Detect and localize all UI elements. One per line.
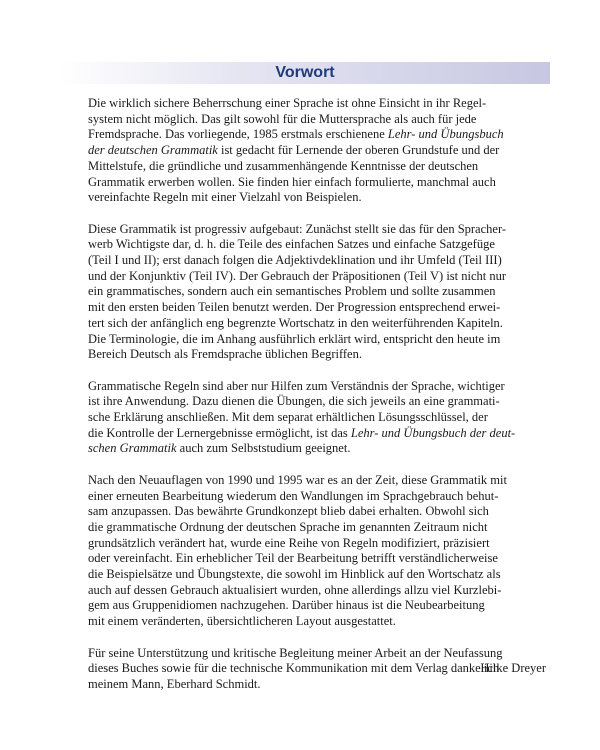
text-line	[88, 489, 546, 505]
text-line	[88, 410, 546, 426]
text-segment: einer erneuten Bearbeitung wiederum den Wandlungen im Sprachgebrauch behut-	[88, 488, 499, 503]
text-line	[88, 112, 546, 128]
text-segment: auch auf dessen Gebrauch aktualisiert wurden, ohne allerdings allzu viel Kurzlebi-	[88, 582, 502, 597]
text-line	[88, 536, 546, 552]
paragraph	[88, 379, 546, 458]
title-bar	[60, 62, 550, 84]
book-title-italic: schen Grammatik	[88, 441, 177, 456]
text-line	[88, 96, 546, 112]
text-line	[88, 316, 546, 332]
text-line	[88, 175, 546, 191]
text-line	[88, 441, 546, 457]
book-title-italic: Lehr- und Übungsbuch der deut-	[350, 425, 516, 440]
text-line	[88, 394, 546, 410]
text-segment: (Teil I und II); erst danach folgen die Adjektivdeklination und ihr Umfeld (Teil III)	[88, 253, 502, 268]
text-segment: die grammatische Ordnung der deutschen Sprache im genannten Zeitraum nicht	[88, 519, 488, 534]
text-segment: dieses Buches sowie für die technische Kommunikation mit dem Verlag danke ich	[88, 661, 500, 676]
text-line	[88, 646, 546, 662]
text-segment: oder vereinfacht. Ein erheblicher Teil der Bearbeitung betrifft verständlicherweise	[88, 551, 498, 566]
text-segment: auch zum Selbststudium geeignet.	[176, 441, 351, 456]
text-line	[88, 520, 546, 536]
text-segment: ein grammatisches, sondern auch ein semantisches Problem und sollte zusammen	[88, 284, 496, 299]
text-line	[88, 426, 546, 442]
text-segment: Für seine Unterstützung und kritische Begleitung meiner Arbeit an der Neufassung	[88, 645, 503, 660]
text-segment: Fremdsprache. Das vorliegende, 1985 erstmals erschienene	[88, 127, 388, 142]
text-line	[88, 237, 546, 253]
text-segment: die Beispielsätze und Übungstexte, die sowohl im Hinblick auf den Wortschatz als	[88, 567, 501, 582]
text-line	[88, 379, 546, 395]
text-line	[88, 143, 546, 159]
text-line	[88, 300, 546, 316]
text-segment: mit den ersten beiden Teilen benutzt werden. Der Progression entsprechend erwei-	[88, 300, 501, 315]
text-line	[88, 127, 546, 143]
text-line	[88, 190, 546, 206]
text-line	[88, 347, 546, 363]
book-title-italic: der deutschen Grammatik	[88, 143, 218, 158]
text-segment: Grammatische Regeln sind aber nur Hilfen zum Verständnis der Sprache, wichtiger	[88, 378, 505, 393]
text-segment: mit einem veränderten, übersichtlicheren Layout ausgestattet.	[88, 614, 396, 629]
text-segment: tert sich der anfänglich eng begrenzte Wortschatz in den weiterführenden Kapiteln.	[88, 315, 503, 330]
paragraph	[88, 222, 546, 363]
text-line	[88, 222, 546, 238]
text-segment: ist ihre Anwendung. Dazu dienen die Übungen, die sich jeweils an eine grammati-	[88, 394, 500, 409]
text-segment: ist gedacht für Lernende der oberen Grundstufe und der	[217, 143, 500, 158]
text-line	[88, 598, 546, 614]
text-segment: Grammatik erwerben wollen. Sie finden hier einfach formulierte, manchmal auch	[88, 174, 496, 189]
text-line	[88, 614, 546, 630]
text-segment: Die Terminologie, die im Anhang ausführlich erklärt wird, entspricht den heute im	[88, 331, 501, 346]
text-line	[88, 332, 546, 348]
paragraph	[88, 96, 546, 206]
text-line	[88, 677, 546, 693]
text-line	[88, 159, 546, 175]
page-title: Vorwort	[275, 64, 335, 81]
author-signature: Hilke Dreyer	[480, 661, 546, 675]
text-segment: meinem Mann, Eberhard Schmidt.	[88, 676, 261, 691]
text-segment: Die wirklich sichere Beherrschung einer Sprache ist ohne Einsicht in ihr Regel-	[88, 96, 487, 110]
text-segment: sam anzupassen. Das bewährte Grundkonzept blieb dabei erhalten. Obwohl sich	[88, 504, 489, 519]
text-segment: sche Erklärung anschließen. Mit dem separat erhältlichen Lösungsschlüssel, der	[88, 410, 488, 425]
book-title-italic: Lehr- und Übungsbuch	[387, 127, 504, 142]
text-line	[88, 284, 546, 300]
text-segment: werb Wichtigste dar, d. h. die Teile des einfachen Satzes und einfache Satzgefüge	[88, 237, 495, 252]
text-segment: system nicht möglich. Das gilt sowohl für die Muttersprache als auch für jede	[88, 111, 477, 126]
text-line	[88, 269, 546, 285]
paragraph	[88, 473, 546, 630]
text-segment: Nach den Neuauflagen von 1990 und 1995 war es an der Zeit, diese Grammatik mit	[88, 472, 507, 487]
text-segment: grundsätzlich verändert hat, wurde eine Reihe von Regeln modifiziert, präzisiert	[88, 535, 490, 550]
text-line	[88, 583, 546, 599]
text-segment: Diese Grammatik ist progressiv aufgebaut: Zunächst stellt sie das für den Spracher-	[88, 221, 507, 236]
text-segment: die Kontrolle der Lernergebnisse ermöglicht, ist das	[88, 425, 351, 440]
text-segment: Mittelstufe, die gründliche und zusammenhängende Kenntnisse der deutschen	[88, 158, 479, 173]
text-segment: gem aus Gruppenidiomen nachzugehen. Darüber hinaus ist die Neubearbeitung	[88, 598, 485, 613]
text-segment: vereinfachte Regeln mit einer Vielzahl von Beispielen.	[88, 190, 362, 205]
text-line	[88, 551, 546, 567]
text-line	[88, 253, 546, 269]
text-line	[88, 567, 546, 583]
text-segment: Bereich Deutsch als Fremdsprache üblichen Begriffen.	[88, 347, 362, 362]
text-line	[88, 504, 546, 520]
text-segment: und der Konjunktiv (Teil IV). Der Gebrauch der Präpositionen (Teil V) ist nicht nur	[88, 268, 507, 283]
body-text	[88, 96, 546, 708]
text-line	[88, 473, 546, 489]
